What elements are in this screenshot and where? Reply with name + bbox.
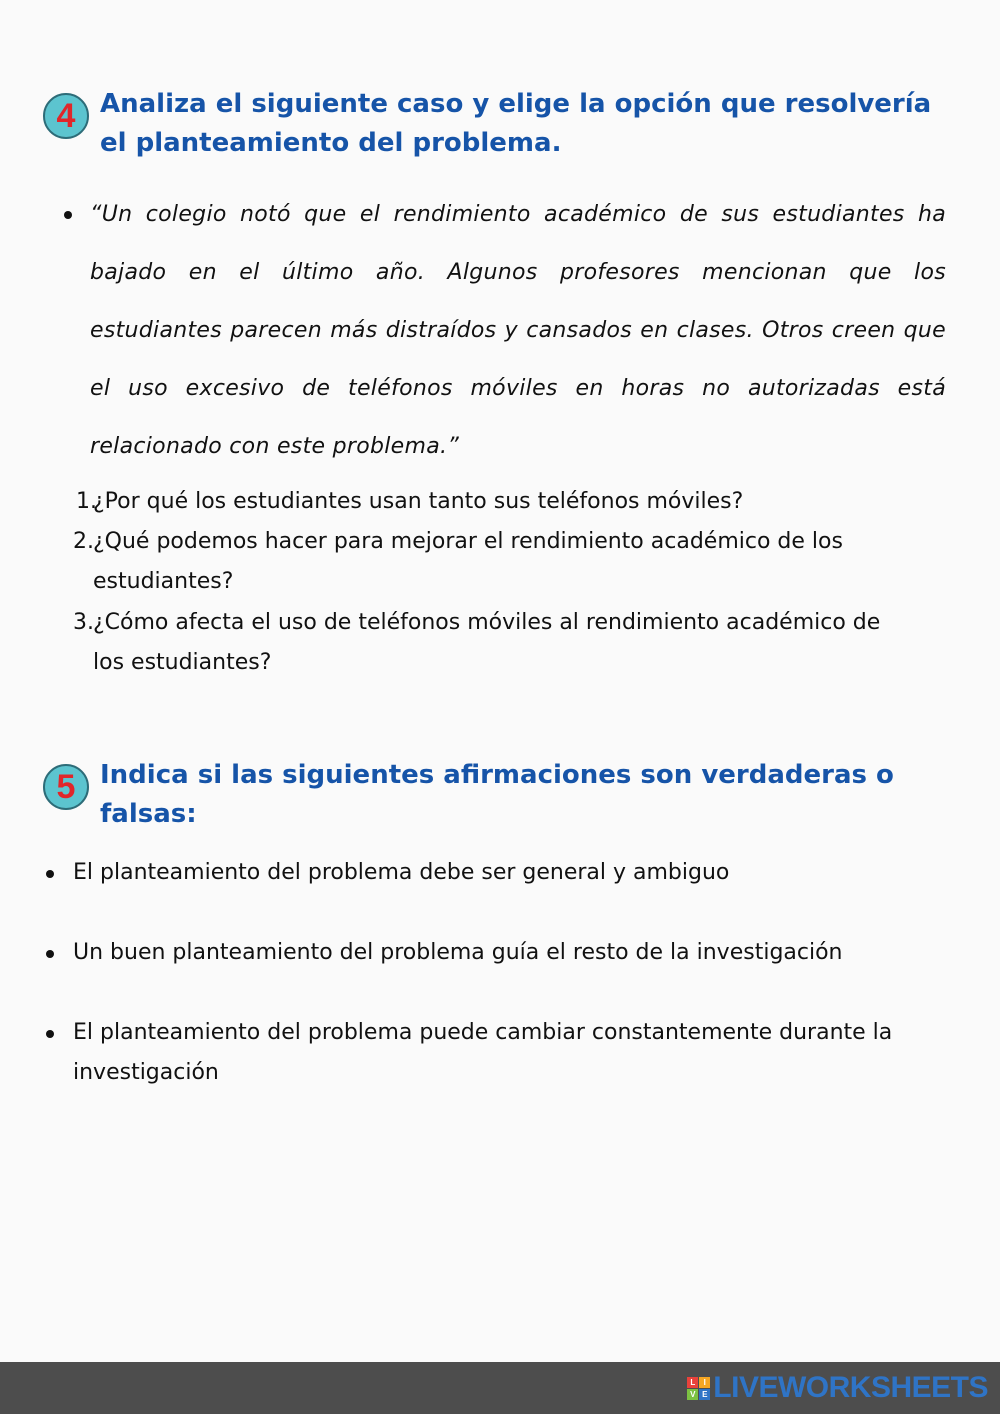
statement-text: El planteamiento del problema puede cambiar constantemente durante la investigación: [73, 1020, 893, 1085]
statement-text: El planteamiento del problema debe ser general y ambiguo: [73, 860, 730, 885]
bullet-icon: [46, 950, 54, 958]
option-text: ¿Cómo afecta el uso de teléfonos móviles al rendimiento académico de los estudiantes?: [93, 610, 881, 675]
question-number: 4: [56, 96, 76, 135]
logo-letter: E: [699, 1389, 710, 1400]
logo-letter: L: [687, 1377, 698, 1388]
option-number: 1.: [76, 489, 97, 514]
liveworksheets-logo[interactable]: [687, 1371, 988, 1405]
logo-text: LIVEWORKSHEETS: [713, 1371, 988, 1404]
option-text: ¿Qué podemos hacer para mejorar el rendimiento académico de los estudiantes?: [93, 529, 843, 594]
question-4-heading: Analiza el siguiente caso y elige la opción que resolvería el planteamiento del problema.: [100, 89, 932, 158]
logo-letter: I: [699, 1377, 710, 1388]
footer-bar: [0, 1362, 1000, 1414]
bullet-icon: [46, 1030, 54, 1038]
question-number-badge: [43, 93, 89, 139]
option-number: 2.: [73, 529, 94, 554]
logo-letter: V: [687, 1389, 698, 1400]
question-number: 5: [56, 767, 76, 806]
question-number-badge: [43, 764, 89, 810]
bullet-icon: [64, 211, 72, 219]
case-quote: “Un colegio notó que el rendimiento académico de sus estudiantes ha bajado en el último año. Algunos profesores mencionan que los estudiantes parecen más distraídos y cansados en clases. Otros creen que el uso excesivo de teléfonos móviles en horas no autorizadas está relacionado con este problema.”: [90, 202, 946, 459]
bullet-icon: [46, 870, 54, 878]
option-number: 3.: [73, 610, 94, 635]
option-text: ¿Por qué los estudiantes usan tanto sus teléfonos móviles?: [93, 489, 744, 514]
statement-text: Un buen planteamiento del problema guía el resto de la investigación: [73, 940, 843, 965]
question-5-heading: Indica si las siguientes afirmaciones son verdaderas o falsas:: [100, 760, 894, 829]
logo-grid-icon: [687, 1377, 710, 1400]
